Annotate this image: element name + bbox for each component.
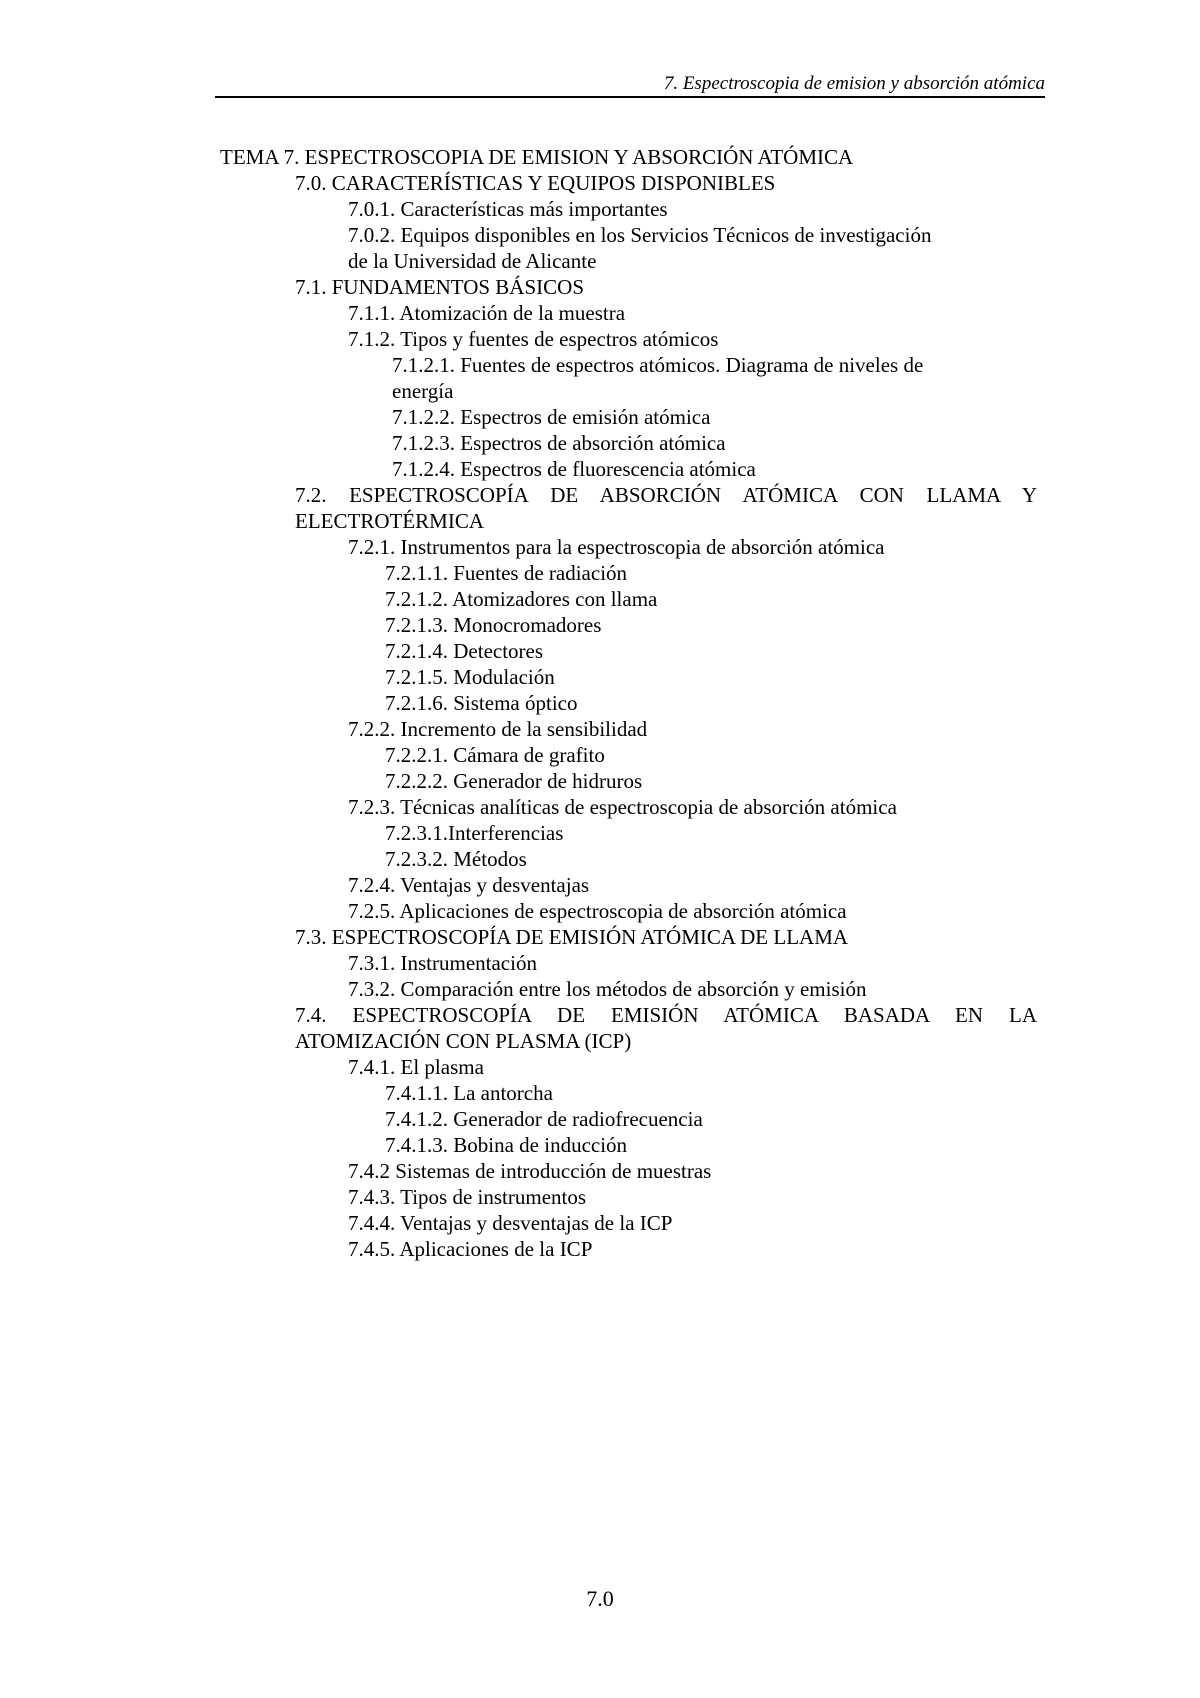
toc-entry-7-1-2-1: 7.1.2.1. Fuentes de espectros atómicos. Diagrama de niveles de: [392, 353, 924, 377]
toc-entry-7-2-1-3: 7.2.1.3. Monocromadores: [385, 613, 602, 637]
page-number: 7.0: [586, 1586, 614, 1611]
toc-entry-7-1-2: 7.1.2. Tipos y fuentes de espectros atómicos: [348, 327, 719, 351]
toc-entry-7-2-2-2: 7.2.2.2. Generador de hidruros: [385, 769, 643, 793]
toc-entry-7-1-2-4: 7.1.2.4. Espectros de fluorescencia atómica: [392, 457, 756, 481]
toc-entry-7-0-2: 7.0.2. Equipos disponibles en los Servicios Técnicos de investigación: [348, 223, 932, 247]
toc-entry-7-0-1: 7.0.1. Características más importantes: [348, 197, 668, 221]
toc-entry-7-4-4: 7.4.4. Ventajas y desventajas de la ICP: [348, 1211, 673, 1235]
toc-entry-7-4-1-3: 7.4.1.3. Bobina de inducción: [385, 1133, 628, 1157]
toc-section-7-2-cont: ELECTROTÉRMICA: [295, 509, 484, 533]
toc-entry-7-2-1: 7.2.1. Instrumentos para la espectroscopia de absorción atómica: [348, 535, 885, 559]
toc-entry-7-3-1: 7.3.1. Instrumentación: [348, 951, 537, 975]
toc-entry-7-2-2-1: 7.2.2.1. Cámara de grafito: [385, 743, 605, 767]
toc-entry-7-2-1-1: 7.2.1.1. Fuentes de radiación: [385, 561, 628, 585]
toc-section-7-0: 7.0. CARACTERÍSTICAS Y EQUIPOS DISPONIBLES: [295, 171, 776, 195]
toc-entry-7-1-2-1-cont: energía: [392, 379, 454, 403]
toc-section-7-4: 7.4. ESPECTROSCOPÍA DE EMISIÓN ATÓMICA BASADA EN LA: [295, 1003, 1037, 1027]
toc-entry-7-4-1-1: 7.4.1.1. La antorcha: [385, 1081, 553, 1105]
header-rule: [215, 96, 1045, 98]
toc-entry-7-2-3-2: 7.2.3.2. Métodos: [385, 847, 527, 871]
toc-entry-7-2-1-6: 7.2.1.6. Sistema óptico: [385, 691, 578, 715]
toc-entry-7-2-1-4: 7.2.1.4. Detectores: [385, 639, 544, 663]
toc-entry-7-2-2: 7.2.2. Incremento de la sensibilidad: [348, 717, 648, 741]
toc-entry-7-2-1-5: 7.2.1.5. Modulación: [385, 665, 555, 689]
toc-entry-7-4-1-2: 7.4.1.2. Generador de radiofrecuencia: [385, 1107, 703, 1131]
toc-entry-7-3-2: 7.3.2. Comparación entre los métodos de absorción y emisión: [348, 977, 867, 1001]
toc-entry-7-4-2: 7.4.2 Sistemas de introducción de muestras: [348, 1159, 712, 1183]
toc-entry-7-1-1: 7.1.1. Atomización de la muestra: [348, 301, 626, 325]
toc-entry-7-2-3-1: 7.2.3.1.Interferencias: [385, 821, 564, 845]
running-header: 7. Espectroscopia de emision y absorción atómica: [663, 73, 1045, 94]
toc-section-7-1: 7.1. FUNDAMENTOS BÁSICOS: [295, 275, 584, 299]
toc-entry-7-4-1: 7.4.1. El plasma: [348, 1055, 484, 1079]
toc-entry-7-2-4: 7.2.4. Ventajas y desventajas: [348, 873, 590, 897]
toc-entry-7-4-3: 7.4.3. Tipos de instrumentos: [348, 1185, 587, 1209]
toc-entry-7-2-1-2: 7.2.1.2. Atomizadores con llama: [385, 587, 658, 611]
toc-title: TEMA 7. ESPECTROSCOPIA DE EMISION Y ABSORCIÓN ATÓMICA: [220, 145, 854, 169]
toc-entry-7-2-5: 7.2.5. Aplicaciones de espectroscopia de absorción atómica: [348, 899, 847, 923]
toc-entry-7-0-2-cont: de la Universidad de Alicante: [348, 249, 597, 273]
toc-section-7-3: 7.3. ESPECTROSCOPÍA DE EMISIÓN ATÓMICA DE LLAMA: [295, 925, 849, 949]
toc-section-7-2: 7.2. ESPECTROSCOPÍA DE ABSORCIÓN ATÓMICA CON LLAMA Y: [295, 483, 1037, 507]
toc-section-7-4-cont: ATOMIZACIÓN CON PLASMA (ICP): [295, 1029, 632, 1053]
toc-entry-7-4-5: 7.4.5. Aplicaciones de la ICP: [348, 1237, 593, 1261]
toc-entry-7-2-3: 7.2.3. Técnicas analíticas de espectroscopia de absorción atómica: [348, 795, 897, 819]
toc-entry-7-1-2-3: 7.1.2.3. Espectros de absorción atómica: [392, 431, 726, 455]
toc-entry-7-1-2-2: 7.1.2.2. Espectros de emisión atómica: [392, 405, 711, 429]
